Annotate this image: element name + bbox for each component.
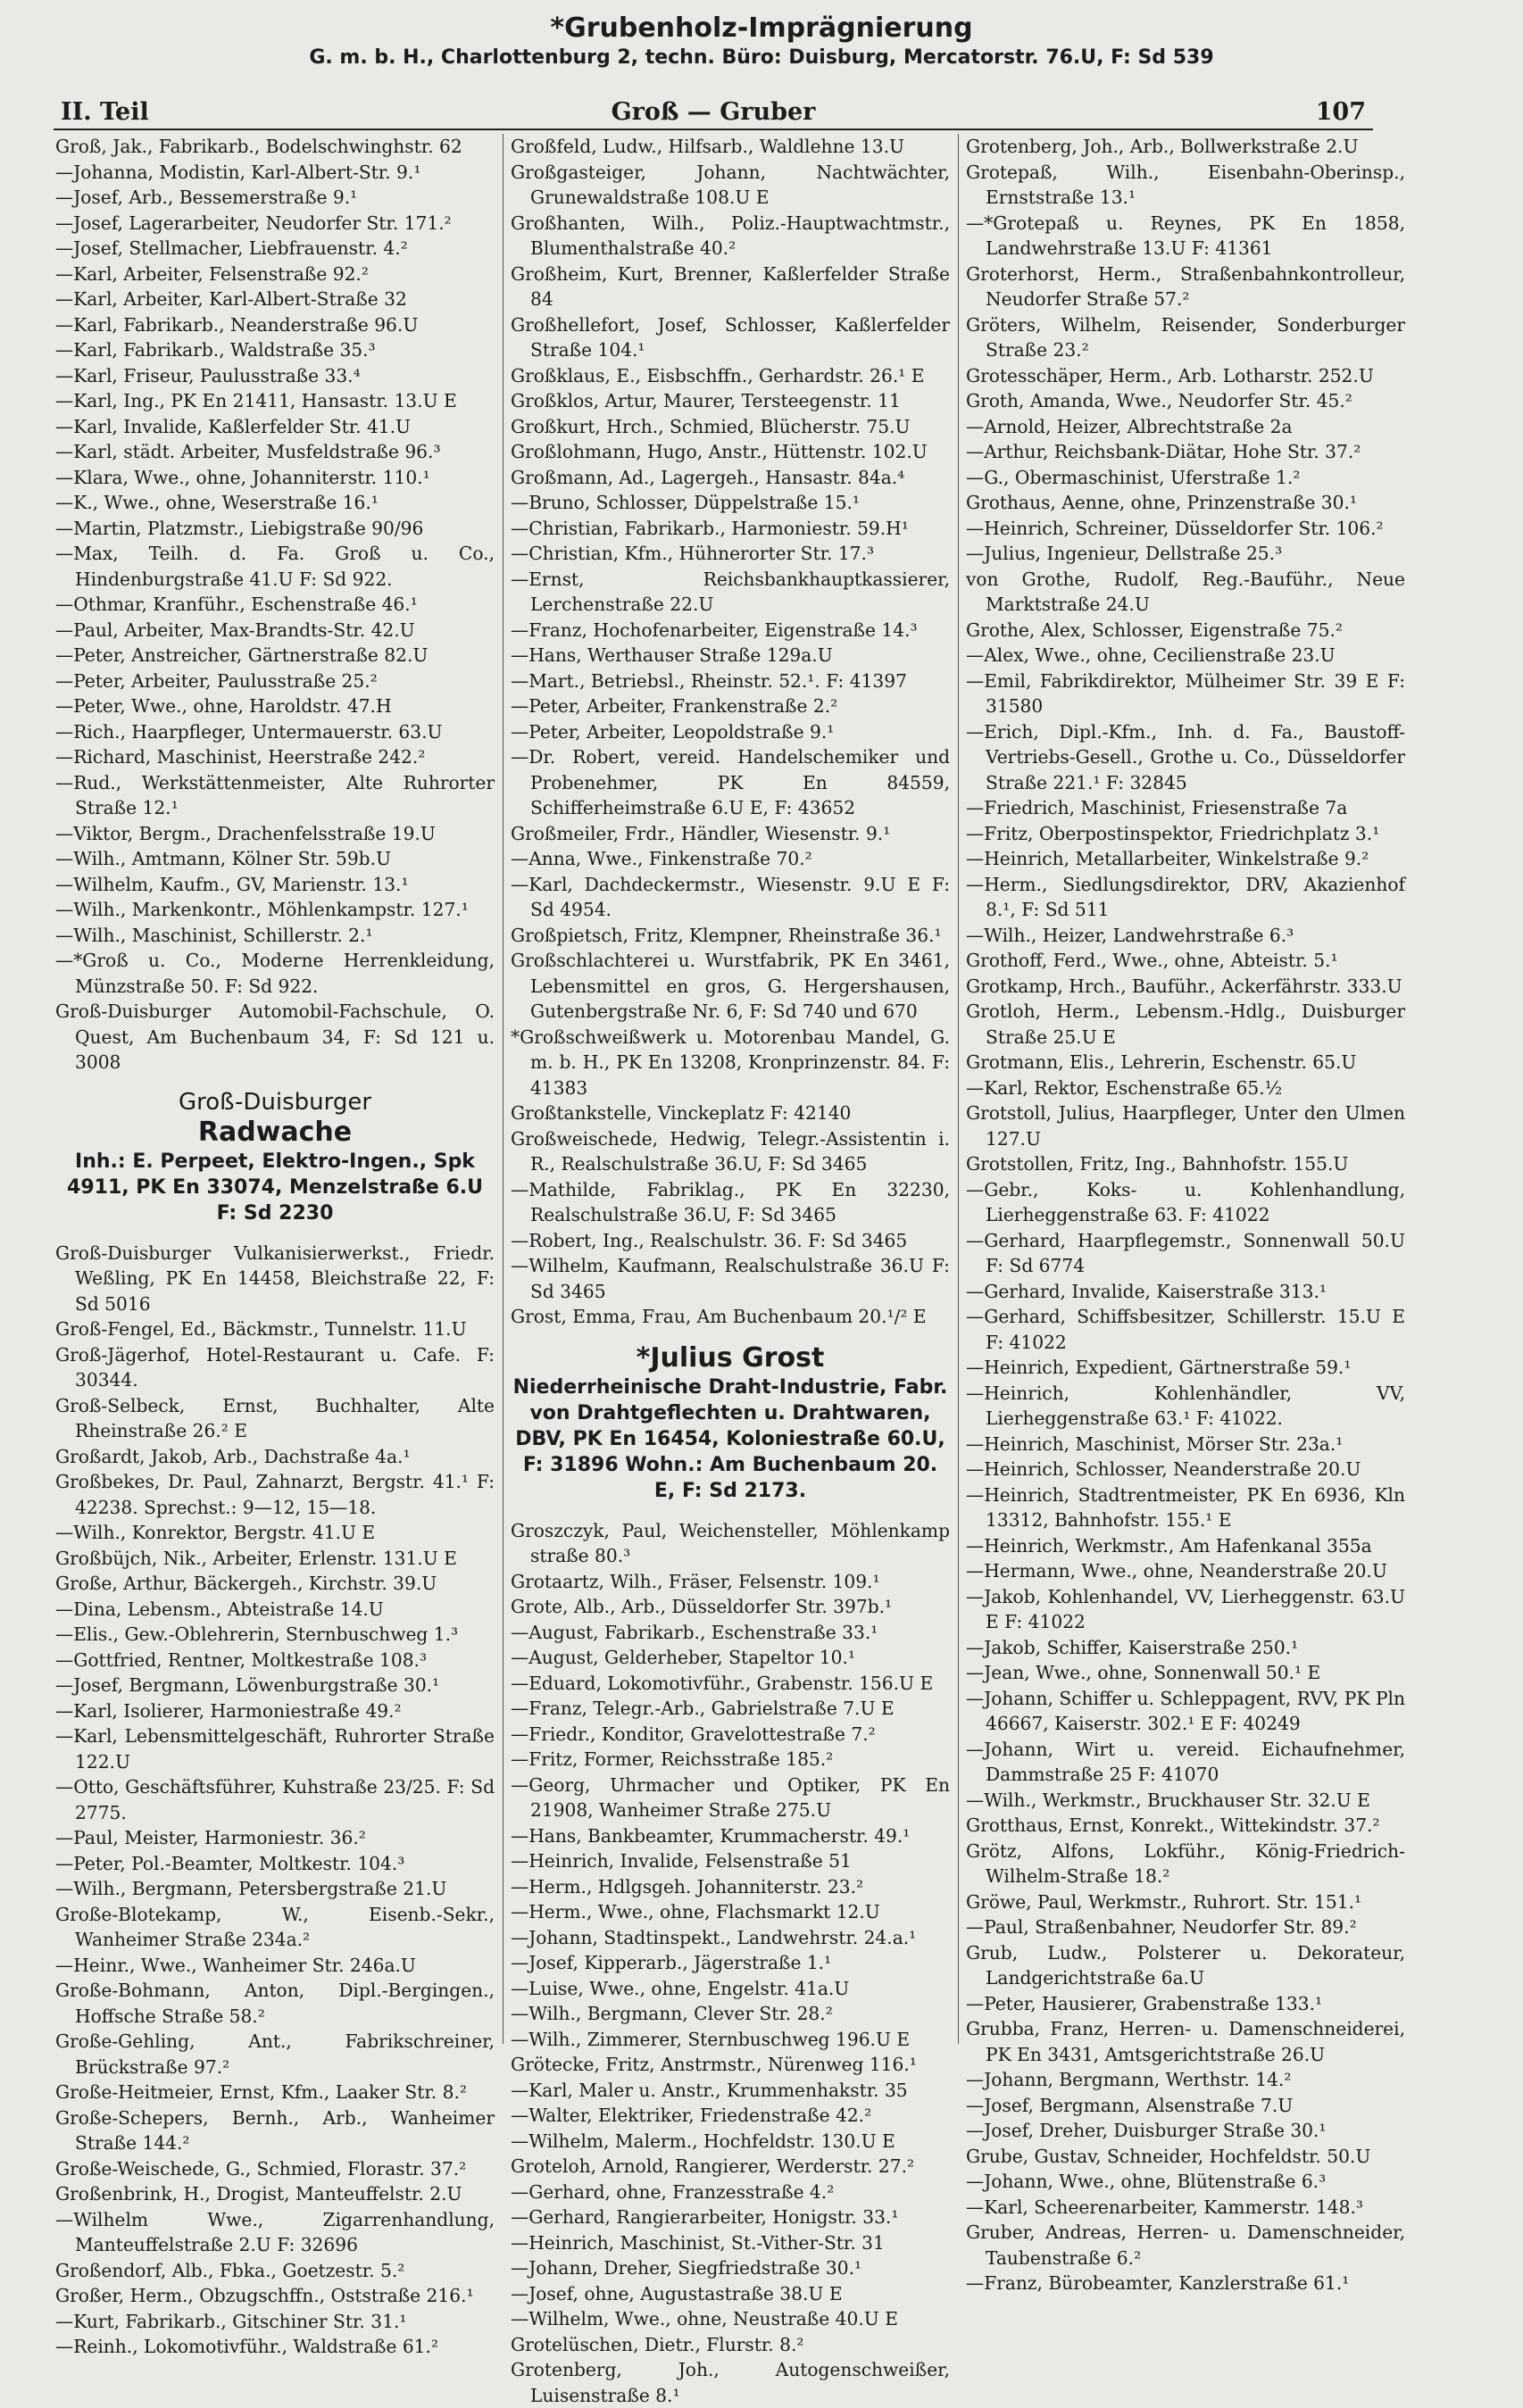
directory-entry: —Karl, Friseur, Paulusstraße 33.⁴ xyxy=(55,364,361,386)
directory-entry: —Heinrich, Metallarbeiter, Winkelstraße 9.² xyxy=(966,848,1369,869)
column-divider xyxy=(503,134,504,2044)
directory-entry: —Wilhelm, Kaufmann, Realschulstraße 36.U F: Sd 3465 xyxy=(511,1255,950,1302)
directory-entry: Grothoff, Ferd., Wwe., ohne, Abteistr. 5.¹ xyxy=(966,950,1338,971)
directory-entry: Großfeld, Ludw., Hilfsarb., Waldlehne 13.U xyxy=(511,136,905,157)
directory-entry: Großhanten, Wilh., Poliz.-Hauptwachtmstr., Blumenthalstraße 40.² xyxy=(511,212,950,259)
directory-entry: —Paul, Straßenbahner, Neudorfer Str. 89.² xyxy=(966,1916,1357,1938)
directory-entry: —Johann, Stadtinspekt., Landwehrstr. 24.a.¹ xyxy=(511,1926,917,1948)
directory-entry: Gröwe, Paul, Werkmstr., Ruhrort. Str. 151.¹ xyxy=(966,1890,1362,1913)
directory-entry: —Ernst, Reichsbankhauptkassierer, Lerchenstraße 22.U xyxy=(511,568,950,615)
directory-entry: —*Grotepaß u. Reynes, PK En 1858, Landwehrstraße 13.U F: 41361 xyxy=(966,212,1405,259)
directory-entry: —Heinrich, Schlosser, Neanderstraße 20.U xyxy=(966,1458,1361,1480)
directory-entry: Großtankstelle, Vinckeplatz F: 42140 xyxy=(511,1102,852,1124)
directory-entry: —Otto, Geschäftsführer, Kuhstraße 23/25. F: Sd 2775. xyxy=(55,1776,495,1823)
directory-entry: —Karl, Scheerenarbeiter, Kammerstr. 148.³ xyxy=(966,2196,1363,2218)
directory-entry: Große, Arthur, Bäckergeh., Kirchstr. 39.U xyxy=(55,1573,437,1594)
directory-entry: —Viktor, Bergm., Drachenfelsstraße 19.U xyxy=(55,822,436,844)
directory-entry: Grost, Emma, Frau, Am Buchenbaum 20.¹/² E xyxy=(511,1306,927,1327)
directory-entry: —Karl, Maler u. Anstr., Krummenhakstr. 35 xyxy=(511,2079,908,2101)
directory-entry: —Gerhard, ohne, Franzesstraße 4.² xyxy=(511,2180,835,2203)
directory-entry: —Dr. Robert, vereid. Handelschemiker und Probenehmer, PK En 84559, Schifferheimstraße 6.U E, F: 43652 xyxy=(511,746,950,818)
directory-entry: Große-Heitmeier, Ernst, Kfm., Laaker Str. 8.² xyxy=(55,2081,467,2103)
directory-entry: Große-Blotekamp, W., Eisenb.-Sekr., Wanheimer Straße 234a.² xyxy=(55,1903,495,1950)
directory-entry: —Peter, Arbeiter, Frankenstraße 2.² xyxy=(511,695,838,717)
directory-entry: Großhellefort, Josef, Schlosser, Kaßlerfelder Straße 104.¹ xyxy=(511,313,950,361)
directory-entry: —Peter, Arbeiter, Paulusstraße 25.² xyxy=(55,669,378,692)
directory-entry: —Gerhard, Haarpflegemstr., Sonnenwall 50.U F: Sd 6774 xyxy=(966,1229,1405,1276)
directory-entry: Großweischede, Hedwig, Telegr.-Assistentin i. R., Realschulstraße 36.U, F: Sd 3465 xyxy=(511,1127,950,1175)
directory-entry: —Karl, Isolierer, Harmoniestraße 49.² xyxy=(55,1699,402,1722)
directory-entry: —Karl, städt. Arbeiter, Musfeldstraße 96.³ xyxy=(55,441,441,462)
directory-entry: Grotstoll, Julius, Haarpfleger, Unter den Ulmen 127.U xyxy=(966,1102,1405,1150)
directory-entry: Großbüjch, Nik., Arbeiter, Erlenstr. 131.U E xyxy=(55,1547,457,1569)
directory-entry: Großgasteiger, Johann, Nachtwächter, Grunewaldstraße 108.U E xyxy=(511,161,950,208)
directory-entry: —Johann, Wirt u. vereid. Eichaufnehmer, Dammstraße 25 F: 41070 xyxy=(966,1738,1405,1785)
directory-entry: —Friedr., Konditor, Gravelottestraße 7.² xyxy=(511,1723,876,1745)
directory-entry: —Herm., Hdlgsgeh. Johanniterstr. 23.² xyxy=(511,1875,864,1897)
directory-entry: Groteloh, Arnold, Rangierer, Werderstr. 27.² xyxy=(511,2155,915,2177)
directory-entry: —Karl, Ing., PK En 21411, Hansastr. 13.U E xyxy=(55,390,457,411)
directory-entry: —Johann, Bergmann, Werthstr. 14.² xyxy=(966,2069,1292,2090)
directory-entry: Großardt, Jakob, Arb., Dachstraße 4a.¹ xyxy=(55,1445,411,1467)
directory-entry: Großheim, Kurt, Brenner, Kaßlerfelder Straße 84 xyxy=(511,262,950,310)
directory-entry: Großklos, Artur, Maurer, Tersteegenstr. 11 xyxy=(511,390,901,411)
directory-entry: Grotaartz, Wilh., Fräser, Felsenstr. 109.¹ xyxy=(511,1570,880,1592)
directory-entry: —Wilh., Amtmann, Kölner Str. 59b.U xyxy=(55,848,392,869)
directory-entry: Großenbrink, H., Drogist, Manteuffelstr. 2.U xyxy=(55,2183,462,2205)
directory-entry: —Richard, Maschinist, Heerstraße 242.² xyxy=(55,746,426,768)
directory-entry: —Bruno, Schlosser, Düppelstraße 15.¹ xyxy=(511,492,860,513)
directory-entry: —Hermann, Wwe., ohne, Neanderstraße 20.U xyxy=(966,1560,1387,1582)
directory-page xyxy=(0,12,1523,2406)
directory-entry: Großmann, Ad., Lagergeh., Hansastr. 84a.⁴ xyxy=(511,466,905,488)
directory-entry: Grotmann, Elis., Lehrerin, Eschenstr. 65.U xyxy=(966,1051,1357,1073)
directory-entry: —Robert, Ing., Realschulstr. 36. F: Sd 3465 xyxy=(511,1229,908,1251)
directory-entry: —Heinrich, Expedient, Gärtnerstraße 59.¹ xyxy=(966,1357,1352,1378)
directory-entry: —Josef, Bergmann, Löwenburgstraße 30.¹ xyxy=(55,1674,440,1696)
directory-entry: —Gottfried, Rentner, Moltkestraße 108.³ xyxy=(55,1648,428,1671)
directory-entry: —Wilh., Bergmann, Petersbergstraße 21.U xyxy=(55,1878,447,1899)
directory-entry: —Josef, Stellmacher, Liebfrauenstr. 4.² xyxy=(55,237,408,259)
directory-entry: Großbekes, Dr. Paul, Zahnarzt, Bergstr. 41.¹ F: 42238. Sprechst.: 9—12, 15—18. xyxy=(55,1471,495,1518)
directory-entry: —Wilh., Maschinist, Schillerstr. 2.¹ xyxy=(55,924,373,946)
directory-entry: Groß-Selbeck, Ernst, Buchhalter, Alte Rheinstraße 26.² E xyxy=(55,1394,495,1441)
directory-entry: Grothe, Alex, Schlosser, Eigenstraße 75.² xyxy=(966,619,1343,641)
directory-entry: —Fritz, Oberpostinspektor, Friedrichplatz 3.¹ xyxy=(966,822,1380,844)
directory-entry: —K., Wwe., ohne, Weserstraße 16.¹ xyxy=(55,492,379,513)
directory-entry: Großmeiler, Frdr., Händler, Wiesenstr. 9.¹ xyxy=(511,822,891,844)
section-label: II. Teil xyxy=(61,98,149,126)
ad-grubenholz-text: G. m. b. H., Charlottenburg 2, techn. Büro: Duisburg, Mercatorstr. 76.U, F: Sd 539 xyxy=(309,46,1214,69)
directory-entry: —Mart., Betriebsl., Rheinstr. 52.¹. F: 41397 xyxy=(511,669,907,692)
directory-entry: —Johann, Dreher, Siegfriedstraße 30.¹ xyxy=(511,2257,862,2279)
directory-entry: —Herm., Wwe., ohne, Flachsmarkt 12.U xyxy=(511,1901,880,1922)
directory-entry: —Karl, Rektor, Eschenstraße 65.½ xyxy=(966,1076,1283,1099)
directory-entry: —Peter, Hausierer, Grabenstraße 133.¹ xyxy=(966,1992,1323,2014)
directory-entry: —Othmar, Kranführ., Eschenstraße 46.¹ xyxy=(55,594,418,615)
directory-entry: Grub, Ludw., Polsterer u. Dekorateur, Landgerichtstraße 6a.U xyxy=(966,1941,1405,1989)
directory-entry: Grötz, Alfons, Lokführ., König-Friedrich-Wilhelm-Straße 18.² xyxy=(966,1839,1405,1887)
directory-entry: —Gebr., Koks- u. Kohlenhandlung, Lierheggenstraße 63. F: 41022 xyxy=(966,1178,1405,1225)
directory-entry: —Georg, Uhrmacher und Optiker, PK En 21908, Wanheimer Straße 275.U xyxy=(511,1773,950,1821)
directory-entry: —Franz, Bürobeamter, Kanzlerstraße 61.¹ xyxy=(966,2272,1350,2294)
directory-entry: —Herm., Siedlungsdirektor, DRV, Akazienhof 8.¹, F: Sd 511 xyxy=(966,873,1405,920)
directory-entry: Groterhorst, Herm., Straßenbahnkontrolleur, Neudorfer Straße 57.² xyxy=(966,262,1405,310)
directory-entry: Großer, Herm., Obzugschffn., Oststraße 216.¹ xyxy=(55,2285,474,2306)
directory-entry: Gröters, Wilhelm, Reisender, Sonderburger Straße 23.² xyxy=(966,313,1405,361)
directory-entry: —Peter, Pol.-Beamter, Moltkestr. 104.³ xyxy=(55,1852,405,1874)
directory-entry: —Kurt, Fabrikarb., Gitschiner Str. 31.¹ xyxy=(55,2310,407,2332)
directory-entry: —Karl, Lebensmittelgeschäft, Ruhrorter Straße 122.U xyxy=(55,1725,495,1773)
directory-entry: Große-Gehling, Ant., Fabrikschreiner, Brückstraße 97.² xyxy=(55,2030,495,2078)
directory-entry: —Rud., Werkstättenmeister, Alte Ruhrorter Straße 12.¹ xyxy=(55,771,495,818)
running-title: Groß — Gruber xyxy=(611,98,816,126)
ad-grost-name: *Julius Grost xyxy=(636,1341,825,1374)
directory-entry: —Peter, Arbeiter, Leopoldstraße 9.¹ xyxy=(511,720,835,743)
column-divider xyxy=(958,134,959,2044)
directory-entry: Großlohmann, Hugo, Anstr., Hüttenstr. 102.U xyxy=(511,441,928,462)
directory-entry: —Dina, Lebensm., Abteistraße 14.U xyxy=(55,1598,384,1620)
directory-entry: —Friedrich, Maschinist, Friesenstraße 7a xyxy=(966,797,1348,818)
ad-grost-text: Niederrheinische Draht-Industrie, Fabr. von Drahtgeflechten u. Drahtwaren, DBV, PK En 16454, Koloniestraße 60.U, F: 31896 Wohn.: Am Buchenbaum 20. E, F: Sd 2173. xyxy=(512,1375,948,1502)
directory-entry: —Martin, Platzmstr., Liebigstraße 90/96 xyxy=(55,517,424,539)
directory-entry: —Max, Teilh. d. Fa. Groß u. Co., Hindenburgstraße 41.U F: Sd 922. xyxy=(55,543,495,590)
directory-entry: —Anna, Wwe., Finkenstraße 70.² xyxy=(511,848,812,869)
directory-entry: Groß-Jägerhof, Hotel-Restaurant u. Cafe. F: 30344. xyxy=(55,1343,495,1391)
directory-entry: —Karl, Invalide, Kaßlerfelder Str. 41.U xyxy=(55,415,412,437)
directory-entry: Gruber, Andreas, Herren- u. Damenschneider, Taubenstraße 6.² xyxy=(966,2221,1405,2269)
directory-entry: —Wilhelm, Kaufm., GV, Marienstr. 13.¹ xyxy=(55,873,409,895)
directory-entry: —Johann, Schiffer u. Schleppagent, RVV, PK Pln 46667, Kaiserstr. 302.¹ E F: 40249 xyxy=(966,1687,1405,1734)
directory-entry: —Franz, Telegr.-Arb., Gabrielstraße 7.U E xyxy=(511,1698,895,1719)
directory-entry: —Franz, Hochofenarbeiter, Eigenstraße 14.³ xyxy=(511,619,918,641)
directory-entry: —August, Fabrikarb., Eschenstraße 33.¹ xyxy=(511,1621,878,1643)
directory-entry: *Großschweißwerk u. Motorenbau Mandel, G. m. b. H., PK En 13208, Kronprinzenstr. 84. F: 41383 xyxy=(511,1025,950,1099)
directory-entry: Grotthaus, Ernst, Konrekt., Wittekindstr. 37.² xyxy=(966,1814,1380,1836)
directory-entry: Grotelüschen, Dietr., Flurstr. 8.² xyxy=(511,2333,804,2355)
column-2 xyxy=(511,134,950,2406)
directory-entry: —Karl, Dachdeckermstr., Wiesenstr. 9.U E F: Sd 4954. xyxy=(511,873,950,920)
ad-grubenholz-name: *Grubenholz-Imprägnierung xyxy=(550,12,973,44)
directory-entry: Grötecke, Fritz, Anstrmstr., Nürenweg 116.¹ xyxy=(511,2054,917,2075)
directory-entry: von Grothe, Rudolf, Reg.-Bauführ., Neue Marktstraße 24.U xyxy=(966,568,1405,615)
directory-entry: —Wilh., Heizer, Landwehrstraße 6.³ xyxy=(966,924,1294,946)
directory-entry: —Wilh., Bergmann, Clever Str. 28.² xyxy=(511,2003,833,2024)
directory-entry: Großkurt, Hrch., Schmied, Blücherstr. 75.U xyxy=(511,415,911,437)
directory-entry: —G., Obermaschinist, Uferstraße 1.² xyxy=(966,466,1301,488)
directory-entry: —Mathilde, Fabriklag., PK En 32230, Realschulstraße 36.U, F: Sd 3465 xyxy=(511,1178,950,1225)
directory-entry: —Wilh., Werkmstr., Bruckhauser Str. 32.U E xyxy=(966,1789,1370,1811)
directory-entry: Grotenberg, Joh., Autogenschweißer, Luisenstraße 8.¹ xyxy=(511,2359,950,2406)
directory-entry: Großpietsch, Fritz, Klempner, Rheinstraße 36.¹ xyxy=(511,924,942,946)
directory-entry: Groß-Duisburger Automobil-Fachschule, O. Quest, Am Buchenbaum 34, F: Sd 121 u. 3008 xyxy=(55,1001,495,1073)
column-3 xyxy=(966,134,1405,2294)
directory-entry: —Josef, Kipperarb., Jägerstraße 1.¹ xyxy=(511,1952,832,1973)
directory-entry: Große-Schepers, Bernh., Arb., Wanheimer Straße 144.² xyxy=(55,2106,495,2154)
directory-entry: Großschlachterei u. Wurstfabrik, PK En 3461, Lebensmittel en gros, G. Hergershausen, Gutenbergstraße Nr. 6, F: Sd 740 und 670 xyxy=(511,950,950,1022)
directory-entry: —Heinrich, Invalide, Felsenstraße 51 xyxy=(511,1850,852,1872)
directory-entry: Großendorf, Alb., Fbka., Goetzestr. 5.² xyxy=(55,2259,405,2281)
directory-entry: —Hans, Bankbeamter, Krummacherstr. 49.¹ xyxy=(511,1824,911,1847)
directory-entry: Groth, Amanda, Wwe., Neudorfer Str. 45.² xyxy=(966,390,1352,411)
directory-entry: —Wilh., Konrektor, Bergstr. 41.U E xyxy=(55,1522,376,1543)
directory-entry: Grubba, Franz, Herren- u. Damenschneiderei, PK En 3431, Amtsgerichtstraße 26.U xyxy=(966,2018,1405,2065)
directory-entry: —Rich., Haarpfleger, Untermauerstr. 63.U xyxy=(55,720,443,743)
directory-entry: —Johanna, Modistin, Karl-Albert-Str. 9.¹ xyxy=(55,161,421,183)
ad-radwache-line1: Groß-Duisburger xyxy=(178,1088,372,1116)
ad-radwache-line4: F: Sd 2230 xyxy=(216,1201,334,1225)
directory-entry: —Fritz, Former, Reichsstraße 185.² xyxy=(511,1748,834,1770)
directory-entry: —Jakob, Kohlenhandel, VV, Lierheggenstr. 63.U E F: 41022 xyxy=(966,1585,1405,1632)
directory-entry: —Walter, Elektriker, Friedenstraße 42.² xyxy=(511,2105,872,2126)
directory-entry: —Wilhelm, Malerm., Hochfeldstr. 130.U E xyxy=(511,2130,895,2152)
directory-entry: Grotloh, Herm., Lebensm.-Hdlg., Duisburger Straße 25.U E xyxy=(966,1001,1405,1048)
directory-entry: —Paul, Arbeiter, Max-Brandts-Str. 42.U xyxy=(55,619,415,641)
directory-entry: —Heinrich, Schreiner, Düsseldorfer Str. 106.² xyxy=(966,517,1384,539)
directory-entry: Grotenberg, Joh., Arb., Bollwerkstraße 2.U xyxy=(966,136,1359,157)
directory-entry: —Heinrich, Kohlenhändler, VV, Lierheggenstraße 63.¹ F: 41022. xyxy=(966,1382,1405,1429)
directory-entry: —Gerhard, Invalide, Kaiserstraße 313.¹ xyxy=(966,1280,1327,1302)
directory-entry: —Josef, Dreher, Duisburger Straße 30.¹ xyxy=(966,2120,1327,2141)
directory-entry: —Julius, Ingenieur, Dellstraße 25.³ xyxy=(966,543,1283,564)
directory-entry: —Heinrich, Maschinist, Mörser Str. 23a.¹ xyxy=(966,1432,1344,1455)
directory-entry: —Jean, Wwe., ohne, Sonnenwall 50.¹ E xyxy=(966,1662,1321,1683)
directory-entry: —Jakob, Schiffer, Kaiserstraße 250.¹ xyxy=(966,1636,1299,1658)
directory-entry: —Heinrich, Werkmstr., Am Hafenkanal 355a xyxy=(966,1534,1372,1557)
column-1 xyxy=(55,134,495,2357)
directory-entry: —Emil, Fabrikdirektor, Mülheimer Str. 39 E F: 31580 xyxy=(966,669,1405,717)
directory-entry: Großklaus, E., Eisbschffn., Gerhardstr. 26.¹ E xyxy=(511,364,925,386)
directory-entry: —Paul, Meister, Harmoniestr. 36.² xyxy=(55,1827,366,1848)
directory-entry: —Karl, Fabrikarb., Neanderstraße 96.U xyxy=(55,313,419,336)
directory-entry: Grote, Alb., Arb., Düsseldorfer Str. 397b.¹ xyxy=(511,1596,893,1617)
directory-entry: —Wilh., Markenkontr., Möhlenkampstr. 127.¹ xyxy=(55,899,469,920)
directory-entry: —Gerhard, Rangierarbeiter, Honigstr. 33.¹ xyxy=(511,2206,899,2228)
directory-entry: —Luise, Wwe., ohne, Engelstr. 41a.U xyxy=(511,1977,850,1999)
directory-entry: —Klara, Wwe., ohne, Johanniterstr. 110.¹ xyxy=(55,466,430,488)
directory-entry: —Josef, ohne, Augustastraße 38.U E xyxy=(511,2282,843,2304)
directory-entry: —Josef, Arb., Bessemerstraße 9.¹ xyxy=(55,187,358,208)
directory-entry: —Reinh., Lokomotivführ., Waldstraße 61.² xyxy=(55,2336,439,2357)
directory-entry: —Eduard, Lokomotivführ., Grabenstr. 156.U E xyxy=(511,1672,934,1694)
directory-entry: Groß-Fengel, Ed., Bäckmstr., Tunnelstr. 11.U xyxy=(55,1318,467,1340)
directory-entry: —Johann, Wwe., ohne, Blütenstraße 6.³ xyxy=(966,2171,1327,2192)
directory-entry: —Karl, Arbeiter, Karl-Albert-Straße 32 xyxy=(55,288,407,310)
directory-entry: —Hans, Werthauser Straße 129a.U xyxy=(511,644,833,666)
directory-entry: Große-Weischede, G., Schmied, Florastr. 37.² xyxy=(55,2157,467,2180)
directory-entry: —Heinr., Wwe., Wanheimer Str. 246a.U xyxy=(55,1954,416,1976)
ad-radwache-line2: Radwache xyxy=(197,1116,353,1148)
directory-entry: —Gerhard, Schiffsbesitzer, Schillerstr. 15.U E F: 41022 xyxy=(966,1306,1405,1353)
directory-entry: Große-Bohmann, Anton, Dipl.-Bergingen., Hoffsche Straße 58.² xyxy=(55,1980,495,2027)
page-number: 107 xyxy=(1315,98,1366,126)
directory-entry: —Josef, Lagerarbeiter, Neudorfer Str. 171.² xyxy=(55,212,452,234)
directory-entry: —Arnold, Heizer, Albrechtstraße 2a xyxy=(966,415,1293,437)
directory-entry: —Karl, Arbeiter, Felsenstraße 92.² xyxy=(55,262,369,285)
directory-entry: —Alex, Wwe., ohne, Cecilienstraße 23.U xyxy=(966,644,1336,666)
directory-entry: Grube, Gustav, Schneider, Hochfeldstr. 50.U xyxy=(966,2145,1371,2167)
directory-entry: Grothaus, Aenne, ohne, Prinzenstraße 30.¹ xyxy=(966,492,1358,513)
directory-entry: Grotesschäper, Herm., Arb. Lotharstr. 252.U xyxy=(966,364,1374,386)
directory-entry: —Josef, Bergmann, Alsenstraße 7.U xyxy=(966,2094,1294,2116)
page-header xyxy=(54,98,1373,130)
advertisement-julius-grost xyxy=(511,1342,950,1504)
directory-entry: Groß-Duisburger Vulkanisierwerkst., Friedr. Weßling, PK En 14458, Bleichstraße 22, F: Sd 5016 xyxy=(55,1241,495,1315)
directory-entry: —Christian, Kfm., Hühnerorter Str. 17.³ xyxy=(511,543,875,564)
directory-entry: —Wilhelm Wwe., Zigarrenhandlung, Manteuffelstraße 2.U F: 32696 xyxy=(55,2208,495,2255)
directory-entry: —Christian, Fabrikarb., Harmoniestr. 59.H¹ xyxy=(511,517,909,539)
advertisement-grubenholz xyxy=(0,12,1523,71)
directory-entry: Grotstollen, Fritz, Ing., Bahnhofstr. 155.U xyxy=(966,1153,1349,1175)
directory-entry: —Karl, Fabrikarb., Waldstraße 35.³ xyxy=(55,339,376,361)
directory-entry: —August, Gelderheber, Stapeltor 10.¹ xyxy=(511,1647,855,1668)
directory-entry: —Elis., Gew.-Oblehrerin, Sternbuschweg 1.³ xyxy=(55,1623,459,1645)
directory-entry: —Wilhelm, Wwe., ohne, Neustraße 40.U E xyxy=(511,2308,898,2329)
directory-entry: —Erich, Dipl.-Kfm., Inh. d. Fa., Baustoff-Vertriebs-Gesell., Grothe u. Co., Düsseldorfer Straße 221.¹ F: 32845 xyxy=(966,720,1405,793)
directory-entry: —*Groß u. Co., Moderne Herrenkleidung, Münzstraße 50. F: Sd 922. xyxy=(55,950,495,997)
advertisement-radwache xyxy=(55,1088,495,1226)
directory-entry: —Heinrich, Maschinist, St.-Vither-Str. 31 xyxy=(511,2231,885,2254)
directory-entry: Groszczyk, Paul, Weichensteller, Möhlenkamp straße 80.³ xyxy=(511,1519,950,1566)
directory-entry: —Peter, Anstreicher, Gärtnerstraße 82.U xyxy=(55,644,429,666)
directory-entry: —Heinrich, Stadtrentmeister, PK En 6936, Kln 13312, Bahnhofstr. 155.¹ E xyxy=(966,1483,1405,1531)
ad-radwache-line3: Inh.: E. Perpeet, Elektro-Ingen., Spk 4911, PK En 33074, Menzelstraße 6.U xyxy=(67,1150,483,1199)
directory-entry: —Arthur, Reichsbank-Diätar, Hohe Str. 37.² xyxy=(966,441,1361,462)
directory-entry: Grotepaß, Wilh., Eisenbahn-Oberinsp., Ernststraße 13.¹ xyxy=(966,161,1405,208)
directory-entry: —Peter, Wwe., ohne, Haroldstr. 47.H xyxy=(55,695,392,717)
directory-entry: Groß, Jak., Fabrikarb., Bodelschwinghstr. 62 xyxy=(55,136,462,157)
directory-entry: Grotkamp, Hrch., Bauführ., Ackerfährstr. 333.U xyxy=(966,975,1402,997)
directory-entry: —Wilh., Zimmerer, Sternbuschweg 196.U E xyxy=(511,2028,911,2050)
